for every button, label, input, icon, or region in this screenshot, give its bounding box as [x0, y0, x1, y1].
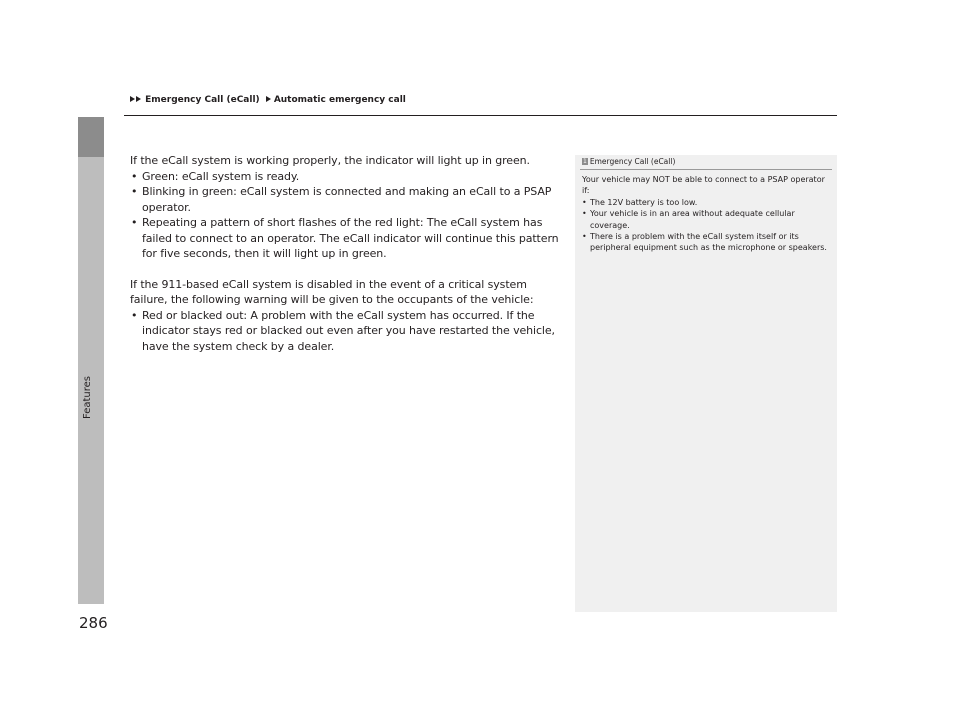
- sidebar-note-rule: [580, 169, 832, 170]
- breadcrumb-arrow-icon: [136, 96, 141, 102]
- sidebar-note-title: [582, 157, 675, 166]
- status-bullet-red-flashes: • Repeating a pattern of short flashes of the red light: The eCall system has failed to connect to an operator. The eCall indicator will continue this pattern for five seconds, then it will light up in green.: [130, 215, 560, 262]
- warning-bullet-red: • Red or blacked out: A problem with the eCall system has occurred. If the indicator stays red or blacked out even after you have restarted the vehicle, have the system check by a dealer.: [130, 308, 560, 355]
- section-tab: [78, 117, 104, 604]
- section-tab-marker: [78, 117, 104, 157]
- status-bullet-green: • Green: eCall system is ready.: [130, 169, 560, 185]
- status-bullet-blinking: • Blinking in green: eCall system is connected and making an eCall to a PSAP operator.: [130, 184, 560, 215]
- sidebar-note-bullet: • The 12V battery is too low.: [582, 197, 827, 208]
- warning-intro-paragraph: If the 911-based eCall system is disabled in the event of a critical system failure, the following warning will be given to the occupants of the vehicle:: [130, 277, 534, 306]
- sidebar-note-bullet: • Your vehicle is in an area without adequate cellular coverage.: [582, 208, 827, 231]
- breadcrumb-item-automatic-call[interactable]: Automatic emergency call: [273, 95, 406, 105]
- intro-paragraph: If the eCall system is working properly, the indicator will light up in green.: [130, 154, 530, 167]
- section-label: Features: [82, 376, 93, 419]
- sidebar-note-body: [582, 174, 827, 254]
- reference-number-badge: 1: [583, 158, 587, 165]
- sidebar-note-intro: Your vehicle may NOT be able to connect to a PSAP operator if:: [582, 175, 825, 196]
- breadcrumb-arrow-icon: [266, 96, 271, 102]
- breadcrumb: [130, 95, 406, 105]
- page-number: 286: [79, 614, 108, 632]
- main-content: [130, 153, 560, 354]
- sidebar-note-title-text: Emergency Call (eCall): [589, 157, 676, 166]
- breadcrumb-item-emergency-call[interactable]: Emergency Call (eCall): [145, 95, 260, 105]
- sidebar-note-bullet: • There is a problem with the eCall system itself or its peripheral equipment such as the microphone or speakers.: [582, 231, 827, 254]
- breadcrumb-arrow-icon: [130, 96, 135, 102]
- header-rule: [124, 115, 837, 116]
